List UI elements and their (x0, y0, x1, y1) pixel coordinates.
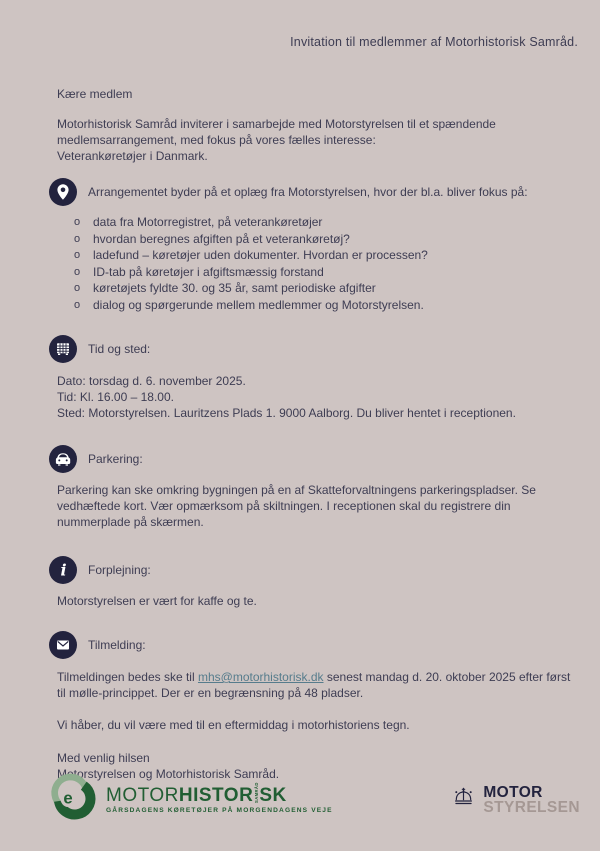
svg-text:e: e (63, 788, 73, 808)
footer (48, 770, 580, 829)
registration-paragraph (57, 669, 578, 701)
date-line: Dato: torsdag d. 6. november 2025. (57, 374, 246, 388)
agenda-item: o køretøjets fyldte 30. og 35 år, samt periodiske afgifter (57, 280, 578, 297)
mhs-word-sk: SK (259, 784, 287, 806)
section-agenda-header (49, 178, 578, 206)
registration-text-after: senest mandag d. 20. oktober 2025 efter først til mølle-princippet. Der er en begrænsning på 48 pladser. (57, 670, 571, 700)
salutation: Kære medlem (57, 87, 133, 101)
time-place-details (57, 373, 578, 421)
section-catering-header (49, 556, 578, 584)
time-place-heading: Tid og sted: (88, 342, 151, 356)
car-icon (49, 445, 77, 473)
time-line: Tid: Kl. 16.00 – 18.00. (57, 390, 174, 404)
place-line: Sted: Motorstyrelsen. Lauritzens Plads 1. 9000 Aalborg. Du bliver hentet i receptionen. (57, 406, 516, 420)
intro-topic: Veterankøretøjer i Danmark. (57, 149, 208, 163)
agenda-item: o dialog og spørgerunde mellem medlemmer og Motorstyrelsen. (57, 297, 578, 314)
parking-heading: Parkering: (88, 452, 143, 466)
agenda-item: o ID-tab på køretøjer i afgiftsmæssig forstand (57, 264, 578, 281)
catering-heading: Forplejning: (88, 563, 151, 577)
crown-icon (450, 785, 477, 813)
parking-paragraph: Parkering kan ske omkring bygningen på en af Skatteforvaltningens parkeringspladser. Se vedhæftede kort. Vær opmærksom på skiltningen. I receptionen skal du registrere din nummerplade på skærmen. (57, 483, 536, 529)
ms-word-styrelsen: STYRELSEN (483, 798, 580, 816)
calendar-icon (49, 335, 77, 363)
registration-heading: Tilmelding: (88, 638, 146, 652)
registration-text-before: Tilmeldingen bedes ske til (57, 670, 198, 684)
agenda-heading: Arrangementet byder på et oplæg fra Motorstyrelsen, hvor der bl.a. bliver fokus på: (88, 185, 528, 199)
ms-word-motor: MOTOR (483, 783, 543, 801)
motorhistorisk-tagline: GÅRSDAGENS KØRETØJER PÅ MORGENDAGENS VEJE (106, 806, 333, 814)
agenda-list (57, 214, 578, 313)
email-link[interactable]: mhs@motorhistorisk.dk (197, 670, 324, 684)
catering-paragraph: Motorstyrelsen er vært for kaffe og te. (57, 594, 257, 608)
hope-line: Vi håber, du vil være med til en eftermiddag i motorhistoriens tegn. (57, 718, 410, 732)
svg-text:i: i (60, 560, 67, 580)
motorstyrelsen-wordmark (483, 785, 580, 815)
agenda-item: o hvordan beregnes afgiften på et veterankøretøj? (57, 231, 578, 248)
agenda-item: o ladefund – køretøjer uden dokumenter. Hvordan er processen? (57, 247, 578, 264)
mhs-word-samraad-vertical: SAMRÅD (253, 781, 259, 803)
section-time-place-header (49, 335, 578, 363)
motorhistorisk-logo (48, 770, 333, 829)
motorhistorisk-wordmark (106, 781, 333, 814)
mhs-word-motor: MOTOR (106, 784, 179, 806)
info-icon (49, 556, 77, 584)
intro-paragraph: Motorhistorisk Samråd inviterer i samarbejde med Motorstyrelsen til et spændende medlemsarrangement, med fokus på vores fælles interesse: (57, 117, 496, 147)
signoff-names: Motorstyrelsen og Motorhistorisk Samråd. (57, 767, 280, 781)
envelope-icon (49, 631, 77, 659)
motorhistorisk-emblem-icon (48, 770, 98, 829)
section-registration-header (49, 631, 578, 659)
doc-title: Invitation til medlemmer af Motorhistorisk Samråd. (290, 35, 578, 49)
location-pin-icon (49, 178, 77, 206)
signoff-greeting: Med venlig hilsen (57, 751, 150, 765)
motorstyrelsen-logo (450, 785, 580, 815)
section-parking-header (49, 445, 578, 473)
motorhistorisk-name (106, 781, 333, 806)
mhs-word-histor: HISTOR (178, 784, 254, 806)
agenda-item: o data fra Motorregistret, på veterankøretøjer (57, 214, 578, 231)
